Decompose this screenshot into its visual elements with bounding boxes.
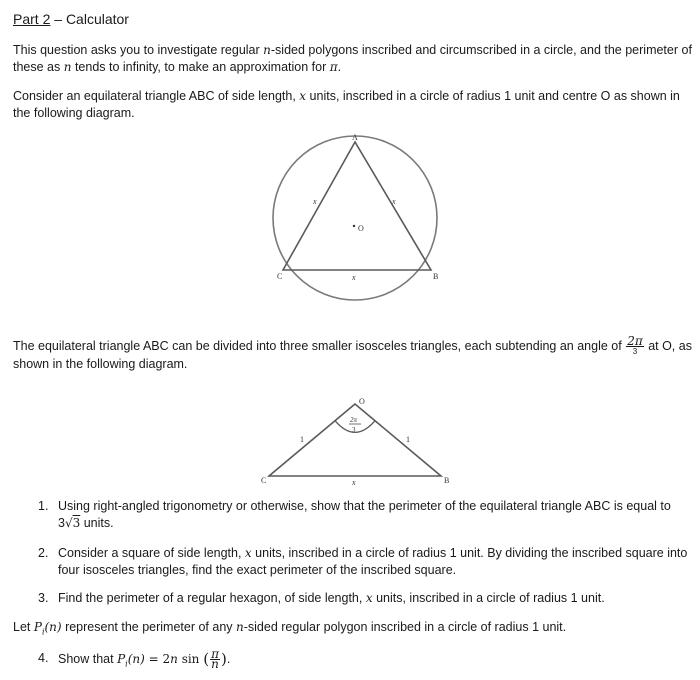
triangle-abc	[283, 142, 431, 270]
vertex-c-label: C	[277, 272, 283, 281]
side-ac-label: x	[313, 197, 317, 206]
vertex-c-label: C	[261, 476, 267, 485]
question-2: 2. Consider a square of side length, x units, inscribed in a circle of radius 1 unit. By dividing the inscribed square into four isosceles triangles, find the exact perimeter of the inscribed square.	[38, 546, 688, 577]
angle-denominator: 3	[352, 426, 356, 434]
apex-o-label: O	[359, 397, 365, 406]
centre-o-label: O	[358, 224, 364, 233]
question-3: 3. Find the perimeter of a regular hexagon, of side length, x units, inscribed in a circle of radius 1 unit.	[38, 591, 605, 605]
division-paragraph: The equilateral triangle ABC can be divided into three smaller isosceles triangles, each subtending an angle of $\frac{2\pi}{3}$ at O, as shown in the following diagram.	[13, 334, 692, 371]
side-ab-label: x	[392, 197, 396, 206]
side-bc-label: x	[352, 273, 356, 282]
isosceles-triangle-diagram	[255, 392, 465, 486]
angle-fraction: $\frac{2\pi}{3}$	[627, 334, 643, 356]
sin-argument-fraction: $\frac{\pi}{n}$	[211, 647, 219, 671]
setup-paragraph: Consider an equilateral triangle ABC of side length, x units, inscribed in a circle of radius 1 unit and centre O as shown in the following diagram.	[13, 89, 680, 120]
heading-title: Calculator	[65, 11, 129, 27]
vertex-b-label: B	[433, 272, 439, 281]
inscribed-triangle-diagram	[265, 130, 445, 320]
right-side-label: 1	[406, 435, 410, 444]
vertex-b-label: B	[444, 476, 450, 485]
definition-paragraph: Let $P_i(n)$ represent the perimeter of any n-sided regular polygon inscribed in a circle of radius 1 unit.	[13, 620, 567, 637]
question-4: 4. Show that $P_i(n) = 2n$ sin ( $\frac{\pi}{n}$ ).	[38, 647, 231, 671]
left-side-label: 1	[300, 435, 304, 444]
question-1: 1. Using right-angled trigonometry or otherwise, show that the perimeter of the equilateral triangle ABC is equal to 3√3 units.	[38, 499, 671, 530]
part-label: Part 2	[13, 11, 51, 27]
isosceles-triangle	[269, 404, 441, 476]
part-heading	[13, 11, 693, 28]
angle-numerator: 2π	[350, 416, 358, 424]
centre-point	[353, 225, 355, 227]
heading-dash: –	[50, 11, 66, 27]
intro-paragraph: This question asks you to investigate regular n-sided polygons inscribed and circumscribed in a circle, and the perimeter of these as n tends to infinity, to make an approximation for π.	[13, 43, 692, 74]
vertex-a-label: A	[352, 133, 358, 142]
base-x-label: x	[352, 478, 356, 486]
